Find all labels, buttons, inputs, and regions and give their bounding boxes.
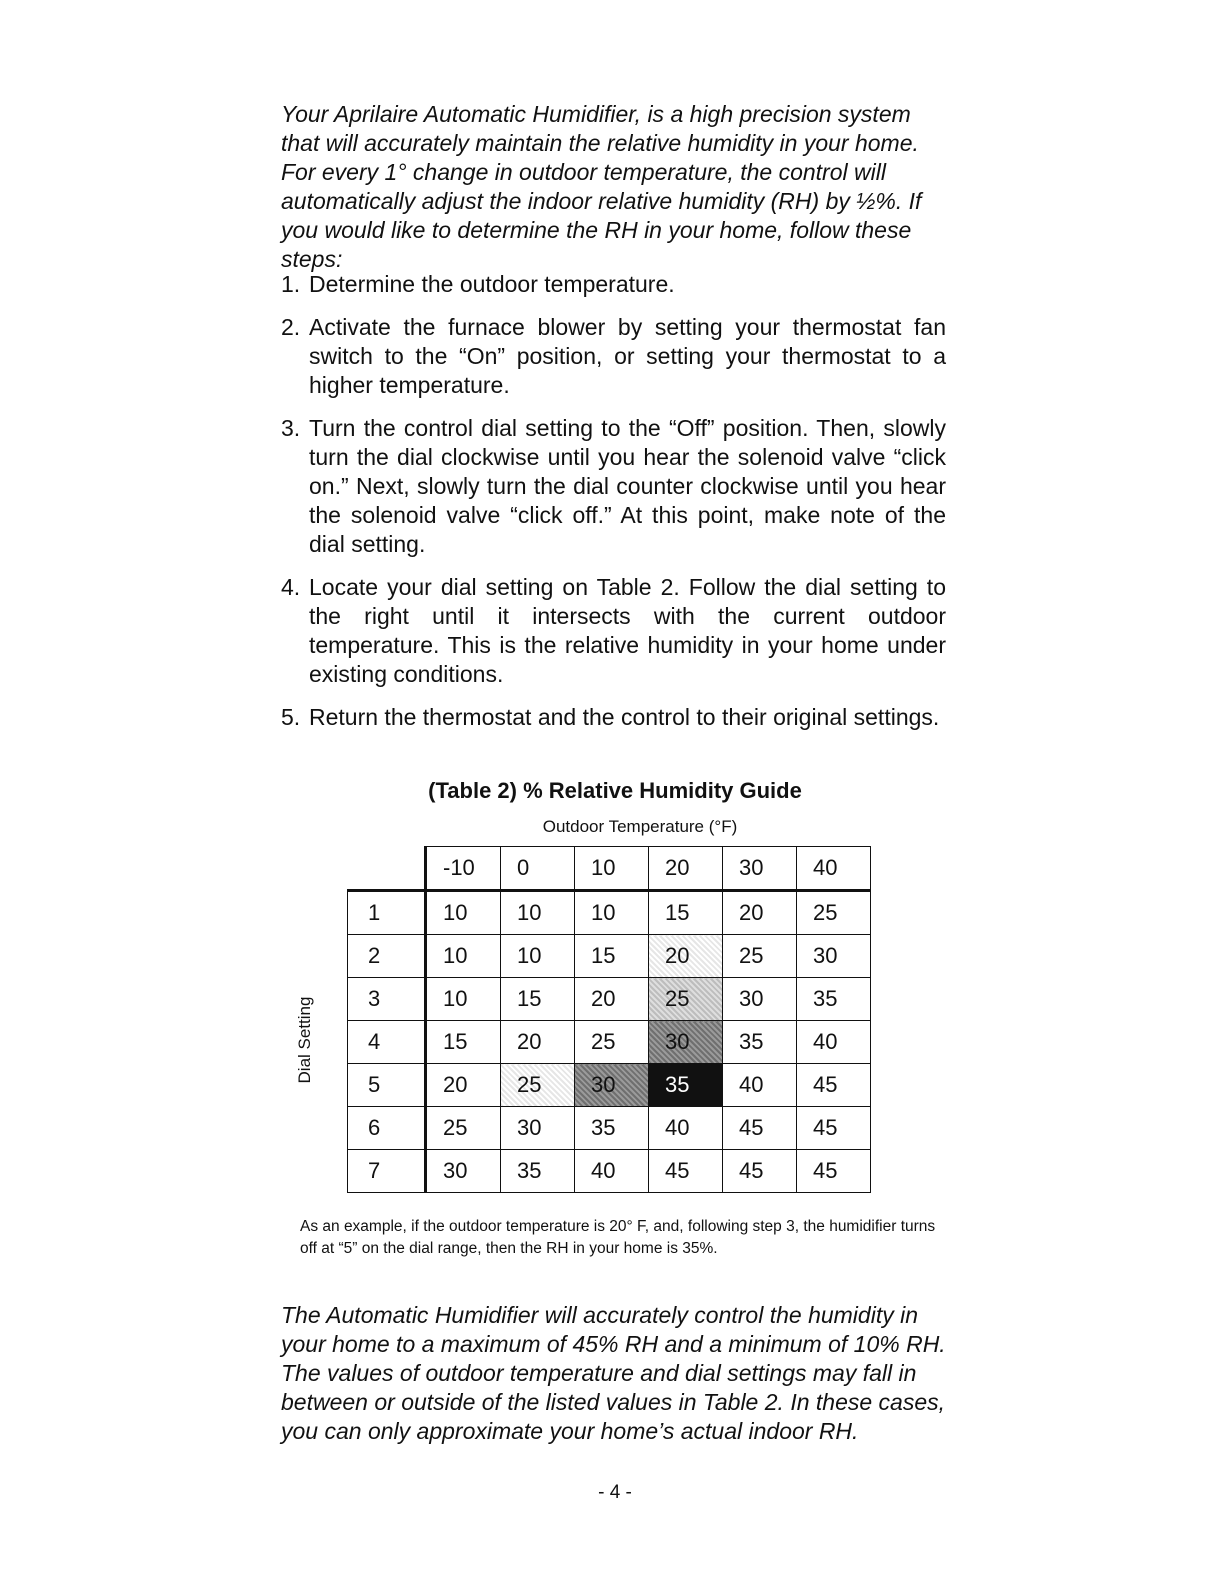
step-text: Locate your dial setting on Table 2. Follow the dial setting to the right until it intersects with the current outdoor temperature. This is the relative humidity in your home under existing conditions. (309, 574, 946, 687)
intro-paragraph: Your Aprilaire Automatic Humidifier, is a high precision system that will accurately maintain the relative humidity in your home. For every 1° change in outdoor temperature, the control will automatically adjust the indoor relative humidity (RH) by ½%. If you would like to determine the RH in your home, follow these steps: (281, 101, 922, 272)
table-title: (Table 2) % Relative Humidity Guide (428, 778, 802, 803)
step-item (281, 414, 946, 559)
rh-cell: 30 (501, 1107, 575, 1150)
rh-cell: 15 (575, 935, 649, 978)
steps-list (281, 270, 946, 746)
dial-cell: 7 (348, 1150, 426, 1193)
rh-cell-highlight: 25 (649, 978, 723, 1021)
rh-cell: 45 (797, 1064, 871, 1107)
rh-cell: 30 (723, 978, 797, 1021)
closing-paragraph: The Automatic Humidifier will accurately control the humidity in your home to a maximum of 45% RH and a minimum of 10% RH. The values of outdoor temperature and dial settings may fall in between or outside of the listed values in Table 2. In these cases, you can only approximate your home’s actual indoor RH. (281, 1302, 946, 1444)
temp-header-cell: 30 (723, 847, 797, 891)
rh-cell: 35 (575, 1107, 649, 1150)
page-number: - 4 - (598, 1482, 632, 1503)
step-text: Activate the furnace blower by setting your thermostat fan switch to the “On” position, or setting your thermostat to a higher temperature. (309, 314, 946, 398)
step-item (281, 703, 946, 732)
rh-cell: 15 (501, 978, 575, 1021)
temp-header-cell: 40 (797, 847, 871, 891)
rh-cell: 10 (575, 891, 649, 935)
table-row (348, 891, 871, 935)
rh-cell: 10 (426, 935, 501, 978)
rh-cell: 45 (723, 1150, 797, 1193)
rh-cell: 40 (797, 1021, 871, 1064)
rh-cell: 40 (575, 1150, 649, 1193)
table-caption: As an example, if the outdoor temperature is 20° F, and, following step 3, the humidifier turns off at “5” on the dial range, then the RH in your home is 35%. (300, 1218, 936, 1257)
step-text: Determine the outdoor temperature. (309, 271, 675, 297)
temp-header-cell: 0 (501, 847, 575, 891)
rh-cell: 45 (797, 1150, 871, 1193)
rh-cell: 15 (649, 891, 723, 935)
dial-cell: 5 (348, 1064, 426, 1107)
temp-header-cell: 10 (575, 847, 649, 891)
table-header-row (348, 847, 871, 891)
table-row (348, 1107, 871, 1150)
step-number: 3. (281, 415, 301, 441)
table-row (348, 978, 871, 1021)
rh-cell-result: 35 (649, 1064, 723, 1107)
dial-cell: 3 (348, 978, 426, 1021)
rh-cell: 10 (501, 935, 575, 978)
rh-cell: 15 (426, 1021, 501, 1064)
step-number: 1. (281, 271, 301, 297)
dial-cell: 1 (348, 891, 426, 935)
rh-cell: 30 (426, 1150, 501, 1193)
table-row (348, 1021, 871, 1064)
step-text: Turn the control dial setting to the “Off” position. Then, slowly turn the dial clockwise until you hear the solenoid valve “click on.” Next, slowly turn the dial counter clockwise until you hear the solenoid valve “click off.” At this point, make note of the dial setting. (309, 415, 946, 557)
corner-cell (348, 847, 426, 891)
rh-cell: 35 (501, 1150, 575, 1193)
rh-cell: 45 (649, 1150, 723, 1193)
rh-cell: 30 (797, 935, 871, 978)
rh-cell: 40 (723, 1064, 797, 1107)
rh-cell-highlight: 30 (649, 1021, 723, 1064)
dial-cell: 4 (348, 1021, 426, 1064)
rh-cell: 10 (426, 891, 501, 935)
step-number: 4. (281, 574, 301, 600)
step-item (281, 270, 946, 299)
table-row (348, 935, 871, 978)
rh-cell: 20 (723, 891, 797, 935)
step-item (281, 313, 946, 400)
rh-cell: 35 (723, 1021, 797, 1064)
column-header: Outdoor Temperature (°F) (542, 817, 738, 836)
step-text: Return the thermostat and the control to their original settings. (309, 704, 940, 730)
rh-cell-highlight: 20 (649, 935, 723, 978)
rh-cell: 25 (575, 1021, 649, 1064)
row-header: Dial Setting (295, 996, 314, 1084)
rh-cell: 10 (426, 978, 501, 1021)
rh-cell-highlight: 25 (501, 1064, 575, 1107)
dial-cell: 2 (348, 935, 426, 978)
rh-cell: 25 (797, 891, 871, 935)
step-number: 2. (281, 314, 301, 340)
rh-cell: 25 (426, 1107, 501, 1150)
rh-cell: 40 (649, 1107, 723, 1150)
rh-cell: 10 (501, 891, 575, 935)
rh-cell: 20 (501, 1021, 575, 1064)
step-number: 5. (281, 704, 301, 730)
temp-header-cell: 20 (649, 847, 723, 891)
rh-cell: 35 (797, 978, 871, 1021)
rh-cell: 20 (426, 1064, 501, 1107)
rh-cell-highlight: 30 (575, 1064, 649, 1107)
humidity-table (347, 846, 871, 1193)
step-item (281, 573, 946, 689)
rh-cell: 45 (723, 1107, 797, 1150)
table-row (348, 1150, 871, 1193)
temp-header-cell: -10 (426, 847, 501, 891)
rh-cell: 45 (797, 1107, 871, 1150)
table-row (348, 1064, 871, 1107)
dial-cell: 6 (348, 1107, 426, 1150)
rh-cell: 25 (723, 935, 797, 978)
rh-cell: 20 (575, 978, 649, 1021)
